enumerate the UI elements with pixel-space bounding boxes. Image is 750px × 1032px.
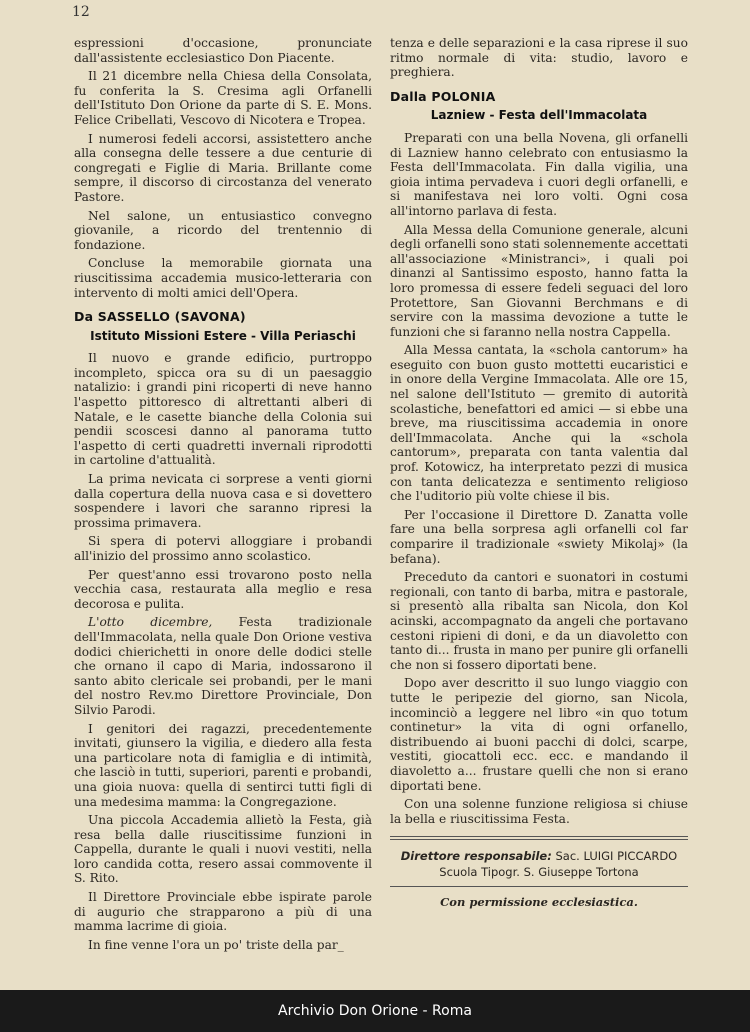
paragraph: I genitori dei ragazzi, precedentemente invitati, giunsero la vigilia, e diedero alla festa una particolare nota di famiglia e di intimità, che lasciò in tutti, superiori, parenti e probandi, una gioia nuova: quella di sentirci tutti figli di una medesima mamma: la Congregazione. [74,721,372,809]
otto-dicembre-lead: L'otto dicembre, [88,615,213,630]
paragraph: Il Direttore Provinciale ebbe ispirate parole di augurio che strapparono a più di una mamma lacrime di gioia. [74,890,372,934]
paragraph: In fine venne l'ora un po' triste della par_ [88,937,344,952]
paragraph: tenza e delle separazioni e la casa riprese il suo ritmo normale di vita: studio, lavoro e preghiera. [390,36,688,80]
paragraph-otto-dicembre [74,615,372,717]
divider [390,839,688,840]
page-number: 12 [72,4,90,20]
paragraph: Dopo aver descritto il suo lungo viaggio con tutte le peripezie del giorno, san Nicola, incominciò a leggere nel libro «in quo totum continetur» la vita di ogni orfanello, distribuendo ai buoni pacchi di dolci, scarpe, vestiti, giocattoli ecc. ecc. e mandando il diavoletto a... frustare quelli che non si erano diportati bene. [390,676,688,793]
paragraph: Alla Messa cantata, la «schola cantorum» ha eseguito con buon gusto mottetti eucaristici e in onore della Vergine Immacolata. Alle ore 15, nel salone dell'Istituto — gremito di autorità scolastiche, benefattori ed amici — si ebbe una breve, ma riuscitissima accademia in onore dell'Immacolata. Anche qui la «schola cantorum», preparata con tanta valentia dal prof. Kotowicz, ha interpretato pezzi di musica con tanta delicatezza e sentimento religioso che l'uditorio più volte chiese il bis. [390,343,688,504]
paragraph: Preceduto da cantori e suonatori in costumi regionali, con tanto di barba, mitra e pastorale, si presentò alla ribalta san Nicola, don Kol acinski, accompagnato da angeli che portavano cestoni ripieni di doni, e da un diavoletto con tanto di... frusta in mano per punire gli orfanelli che non si fossero diportati bene. [390,570,688,672]
paragraph: I numerosi fedeli accorsi, assistettero anche alla consegna delle tessere a due centurie di congregati e Figlie di Maria. Brillante come sempre, il discorso di circostanza del venerato Pastore. [74,131,372,204]
paragraph: espressioni d'occasione, pronunciate dall'assistente ecclesiastico Don Piacente. [74,36,372,65]
paragraph: Con una solenne funzione religiosa si chiuse la bella e riuscitissima Festa. [390,797,688,826]
divider [390,886,688,887]
director-line [390,848,688,864]
paragraph: Per l'occasione il Direttore D. Zanatta volle fare una bella sorpresa agli orfanelli col far comparire il tradizionale «swiety Mikolaj» (la befana). [390,507,688,566]
paragraph: Si spera di potervi alloggiare i probandi all'inizio del prossimo anno scolastico. [74,534,372,563]
imprint [390,848,688,880]
otto-dicembre-text: Festa tradizionale dell'Immacolata, nella quale Don Orione vestiva dodici chierichetti in onore delle dodici stelle che ornano il capo di Maria, indossarono il santo abito clericale sei probandi, per le mani del nostro Rev.mo Direttore Provinciale, Don Silvio Parodi. [74,615,372,717]
section-subtitle-polonia: Lazniew - Festa dell'Immacolata [430,108,648,123]
section-subtitle-sassello: Istituto Missioni Estere - Villa Periaschi [90,328,356,343]
divider [390,836,688,837]
section-title-polonia: Dalla POLONIA [390,88,496,104]
paragraph: Preparati con una bella Novena, gli orfanelli di Lazniew hanno celebrato con entusiasmo la Festa dell'Immacolata. Fin dalla vigilia, una gioia intima pervadeva i cuori degli orfanelli, e si manifestava nei loro volti. Ogni cosa all'intorno parlava di festa. [390,130,688,218]
paragraph: Il nuovo e grande edificio, purtroppo incompleto, spicca ora su di un paesaggio natalizio: i grandi pini ricoperti di neve hanno l'aspetto pittoresco di altrettanti alberi di Natale, e le casette bianche della Colonia sui pendii scoscesi danno al panorama tutto l'aspetto di certi quadretti invernali riprodotti in cartoline d'attualità. [74,351,372,468]
left-column [74,36,372,956]
paragraph: Concluse la memorabile giornata una riuscitissima accademia musico-letteraria con intervento di molti amici dell'Opera. [74,256,372,300]
director-label: Direttore responsabile: [400,849,552,864]
paragraph: La prima nevicata ci sorprese a venti giorni dalla copertura della nuova casa e si dovettero sospendere i lavori che saranno ripresi la prossima primavera. [74,472,372,530]
director-name: Sac. LUIGI PICCARDO [555,849,678,864]
right-column [390,36,688,910]
archive-footer: Archivio Don Orione - Roma [0,990,750,1032]
paragraph: Una piccola Accademia allietò la Festa, già resa bella dalle riuscitissime funzioni in Cappella, durante le quali i nuovi vestiti, nella loro candida cotta, resero assai commovente il S. Rito. [74,813,372,886]
paragraph: Per quest'anno essi trovarono posto nella vecchia casa, restaurata alla meglio e resa decorosa e pulita. [74,567,372,611]
paragraph: Alla Messa della Comunione generale, alcuni degli orfanelli sono stati solennemente accettati all'associazione «Ministranci», i quali poi dinanzi al Santissimo esposto, hanno fatta la loro promessa di essere fedeli seguaci del loro Protettore, San Giovanni Berchmans e di servire con la massima devozione a tutte le funzioni che si faranno nella nostra Cappella. [390,222,688,339]
section-title-sassello: Da SASSELLO (SAVONA) [74,309,246,325]
ecclesiastical-permission: Con permissione ecclesiastica. [440,895,638,910]
paragraph: Nel salone, un entusiastico convegno giovanile, a ricordo del trentennio di fondazione. [74,208,372,252]
printer: Scuola Tipogr. S. Giuseppe Tortona [439,865,639,880]
paragraph: Il 21 dicembre nella Chiesa della Consolata, fu conferita la S. Cresima agli Orfanelli dell'Istituto Don Orione da parte di S. E. Mons. Felice Cribellati, Vescovo di Nicotera e Tropea. [74,69,372,127]
